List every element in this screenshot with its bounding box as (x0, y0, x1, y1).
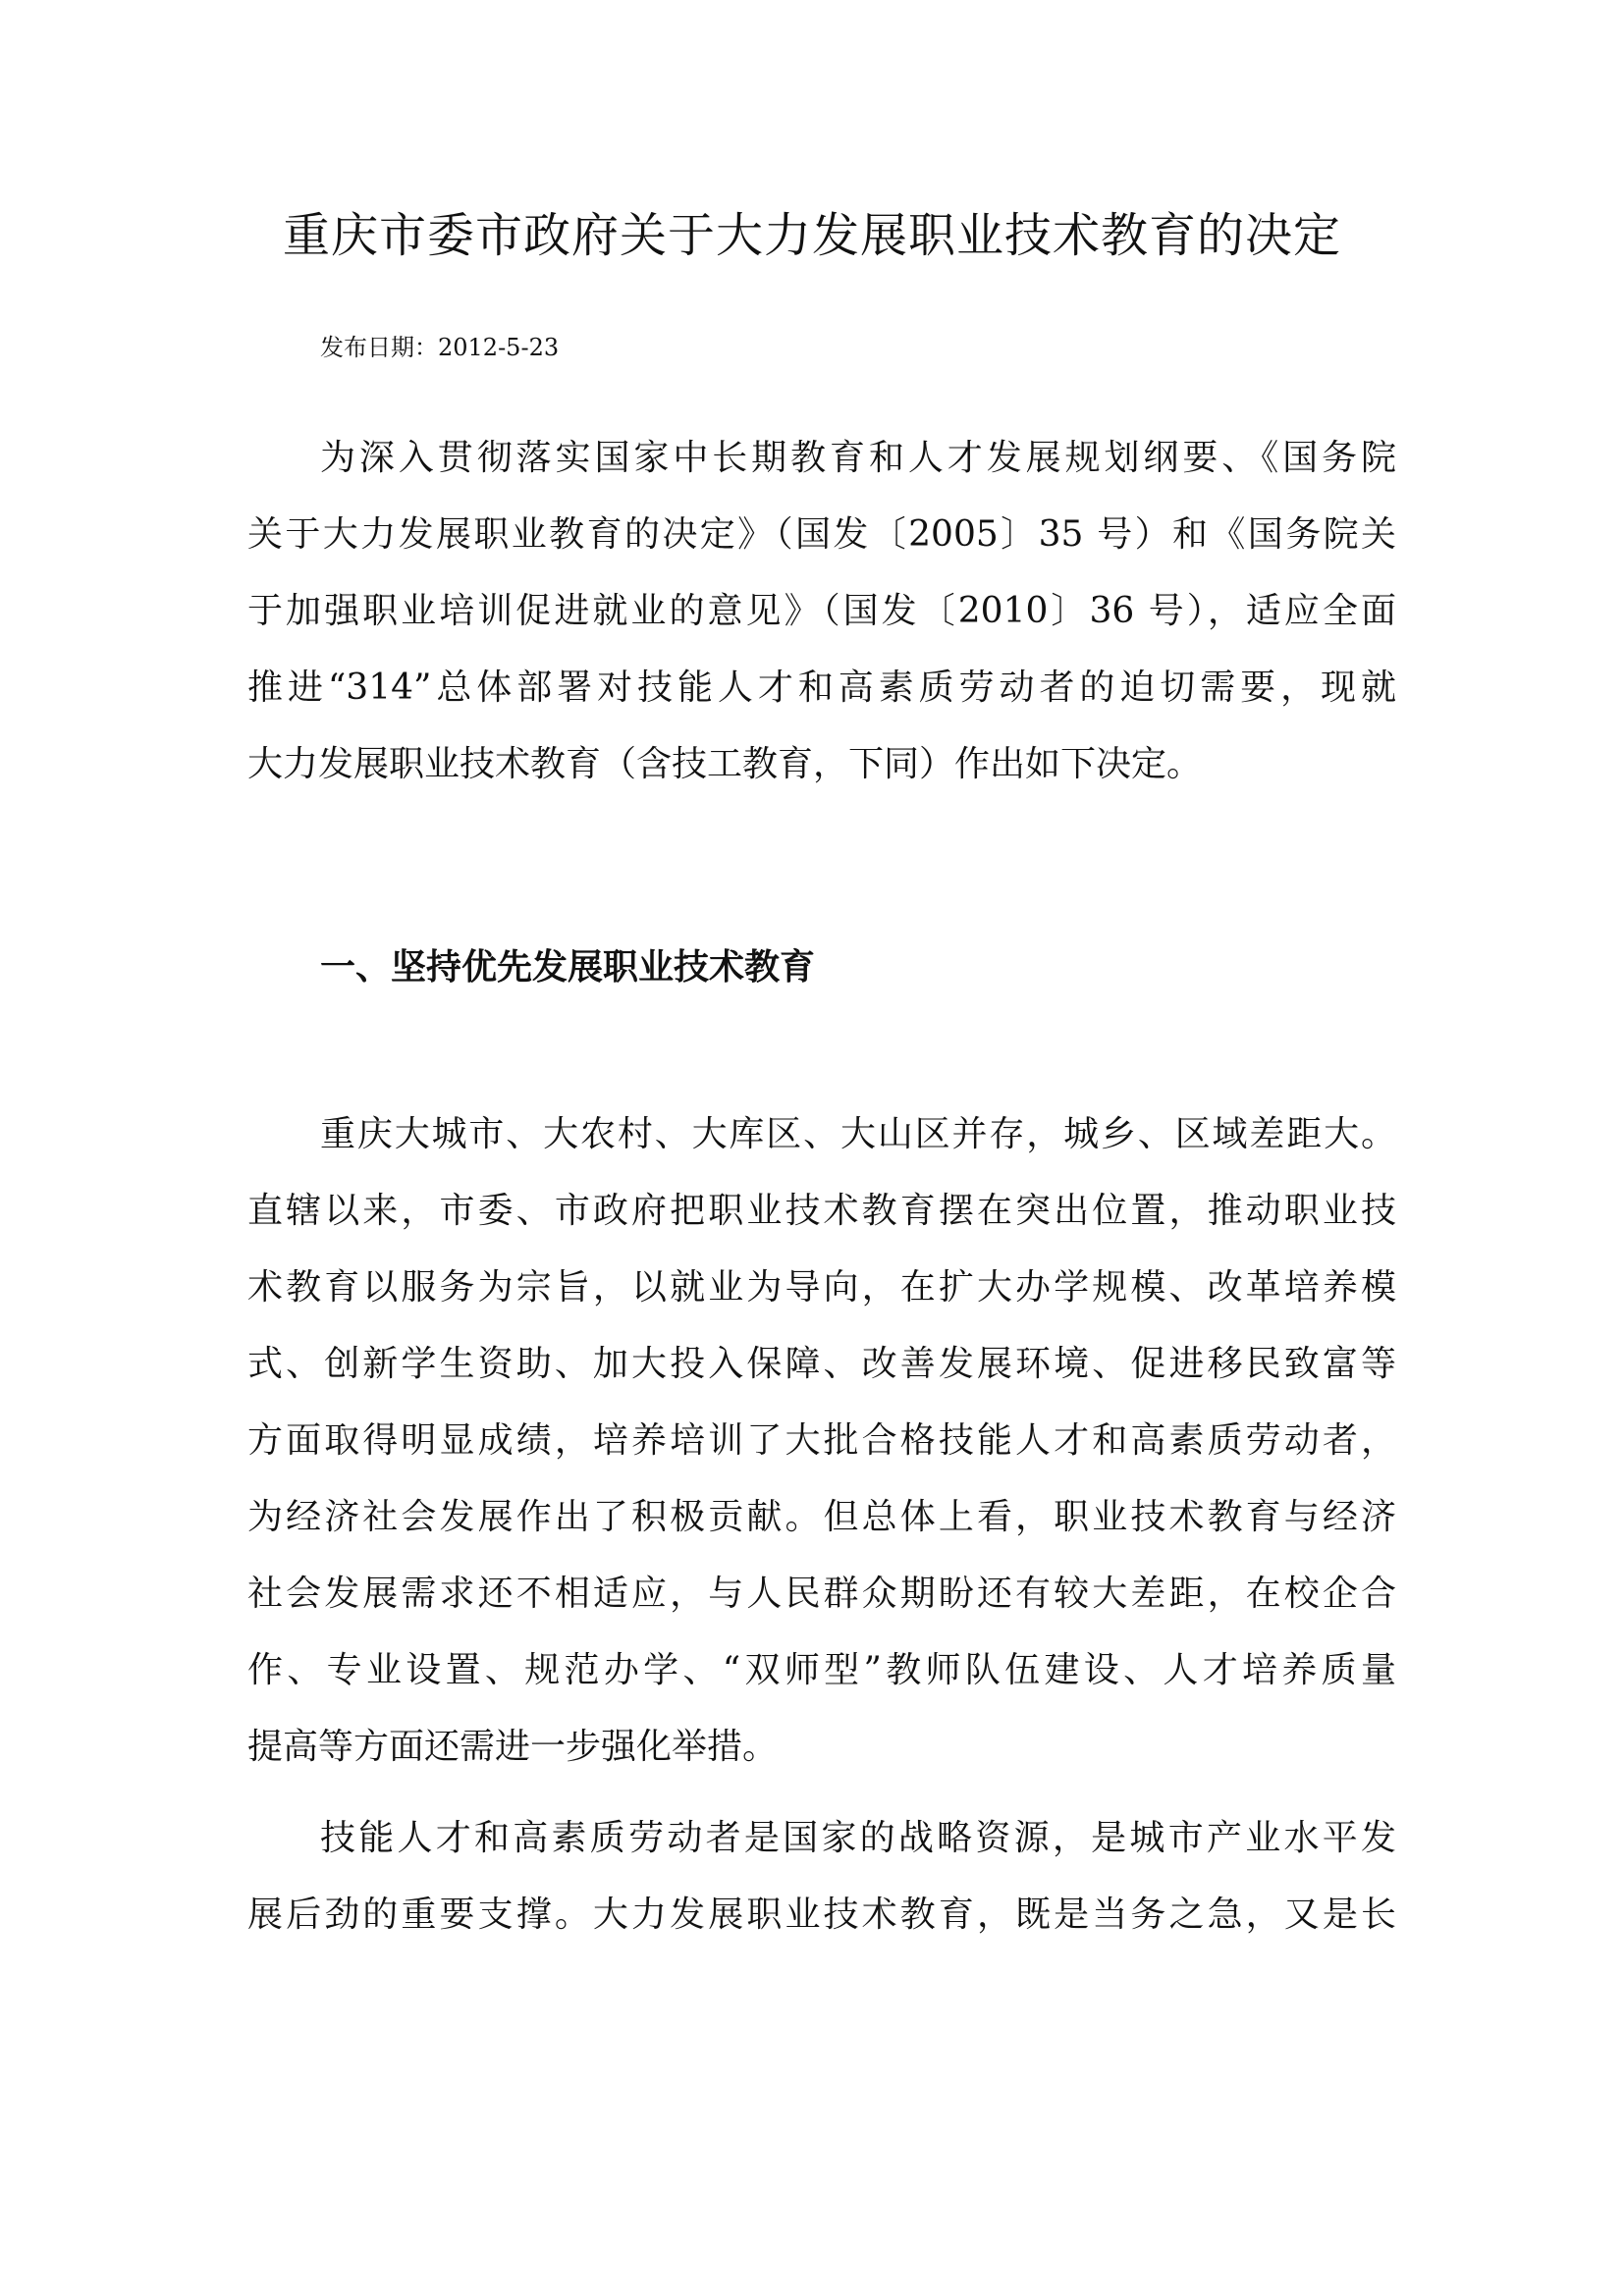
paragraph-line: 方面取得明显成绩，培养培训了大批合格技能人才和高素质劳动者， (247, 1420, 1396, 1461)
paragraph-line: 提高等方面还需进一步强化举措。 (247, 1727, 779, 1767)
paragraph-line: 于加强职业培训促进就业的意见》（国发〔2010〕36 号），适应全面 (247, 591, 1396, 631)
document-title: 重庆市委市政府关于大力发展职业技术教育的决定 (282, 208, 1341, 263)
paragraph-line: 作、专业设置、规范办学、“双师型”教师队伍建设、人才培养质量 (247, 1650, 1396, 1690)
publish-date: 发布日期：2012-5-23 (320, 334, 560, 361)
body-paragraph (247, 1800, 1396, 1953)
paragraph-line: 展后劲的重要支撑。大力发展职业技术教育，既是当务之急，又是长 (247, 1895, 1396, 1935)
paragraph-line: 直辖以来，市委、市政府把职业技术教育摆在突出位置，推动职业技 (247, 1191, 1396, 1231)
paragraph-line: 为深入贯彻落实国家中长期教育和人才发展规划纲要、《国务院 (320, 438, 1396, 478)
body-paragraph (247, 1096, 1396, 1786)
paragraph-line: 推进“314”总体部署对技能人才和高素质劳动者的迫切需要，现就 (247, 667, 1396, 708)
intro-paragraph (247, 420, 1396, 803)
paragraph-line: 为经济社会发展作出了积极贡献。但总体上看，职业技术教育与经济 (247, 1497, 1396, 1537)
paragraph-line: 重庆大城市、大农村、大库区、大山区并存，城乡、区域差距大。 (320, 1114, 1396, 1154)
paragraph-line: 社会发展需求还不相适应，与人民群众期盼还有较大差距，在校企合 (247, 1574, 1396, 1614)
paragraph-line: 术教育以服务为宗旨，以就业为导向，在扩大办学规模、改革培养模 (247, 1267, 1396, 1308)
paragraph-line: 式、创新学生资助、加大投入保障、改善发展环境、促进移民致富等 (247, 1344, 1396, 1384)
paragraph-line: 技能人才和高素质劳动者是国家的战略资源，是城市产业水平发 (320, 1818, 1396, 1858)
section-heading: 一、坚持优先发展职业技术教育 (320, 946, 816, 988)
paragraph-line: 大力发展职业技术教育（含技工教育，下同）作出如下决定。 (247, 744, 1203, 784)
paragraph-line: 关于大力发展职业教育的决定》（国发〔2005〕35 号）和《国务院关 (247, 514, 1396, 555)
